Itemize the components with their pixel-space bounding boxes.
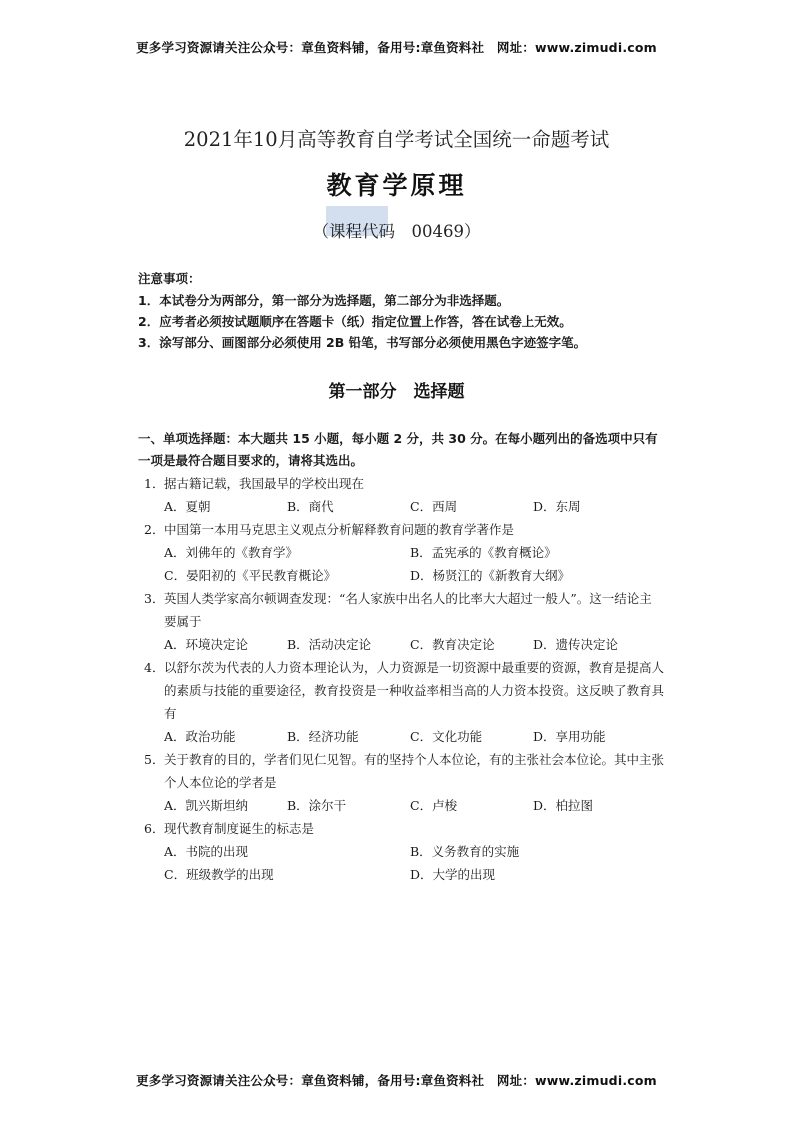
part-title: 第一部分 选择题	[328, 382, 465, 402]
notice-item: 2．应考者必须按试题顺序在答题卡（纸）指定位置上作答，答在试卷上无效。	[138, 314, 572, 329]
header-banner: 更多学习资源请关注公众号：章鱼资料铺，备用号:章鱼资料社 网址：www.zimudi.com	[136, 40, 657, 55]
notice-block	[138, 268, 698, 353]
question-stem: 关于教育的目的，学者们见仁见智。有的坚持个人本位论，有的主张社会本位论。其中主张个人本位论的学者是	[164, 752, 665, 790]
option: A．环境决定论	[164, 637, 249, 652]
option: A．夏朝	[164, 499, 211, 514]
question-number: 1．	[144, 476, 165, 491]
exam-title: 2021年10月高等教育自学考试全国统一命题考试	[183, 128, 610, 151]
question-5	[144, 748, 664, 817]
option: A．凯兴斯坦纳	[164, 798, 249, 813]
option: C．晏阳初的《平民教育概论》	[164, 568, 337, 583]
option: D．大学的出现	[410, 867, 496, 882]
question-3	[144, 587, 664, 656]
option: A．刘佛年的《教育学》	[164, 545, 299, 560]
option: C．西周	[410, 499, 458, 514]
question-stem: 据古籍记载，我国最早的学校出现在	[164, 476, 365, 491]
question-stem: 现代教育制度诞生的标志是	[164, 821, 315, 836]
question-list	[144, 472, 664, 886]
question-number: 6．	[144, 821, 165, 836]
option: A．政治功能	[164, 729, 236, 744]
course-code: （课程代码 00469）	[312, 222, 481, 241]
option: B．商代	[287, 499, 334, 514]
option: B．涂尔干	[287, 798, 347, 813]
notice-heading: 注意事项：	[138, 271, 201, 286]
question-number: 2．	[144, 522, 165, 537]
option: D．东周	[533, 499, 581, 514]
question-number: 4．	[144, 660, 165, 675]
notice-item: 1．本试卷分为两部分，第一部分为选择题，第二部分为非选择题。	[138, 293, 510, 308]
option: A．书院的出现	[164, 844, 249, 859]
option: B．义务教育的实施	[410, 844, 520, 859]
option: C．教育决定论	[410, 637, 495, 652]
question-number: 5．	[144, 752, 165, 767]
option: C．卢梭	[410, 798, 458, 813]
option: B．孟宪承的《教育概论》	[410, 545, 557, 560]
notice-item: 3．涂写部分、画图部分必须使用 2B 铅笔，书写部分必须使用黑色字迹签字笔。	[138, 335, 587, 350]
question-number: 3．	[144, 591, 165, 606]
option: D．杨贤江的《新教育大纲》	[410, 568, 571, 583]
question-1	[144, 472, 664, 518]
section-label: 一、	[138, 431, 164, 446]
option: C．班级教学的出现	[164, 867, 274, 882]
question-6	[144, 817, 664, 886]
question-stem: 中国第一本用马克思主义观点分析解释教育问题的教育学著作是	[164, 522, 515, 537]
question-stem: 英国人类学家高尔顿调查发现：“名人家族中出名人的比率大大超过一般人”。这一结论主要属于	[164, 591, 652, 629]
subject-title: 教育学原理	[326, 171, 467, 200]
question-stem: 以舒尔茨为代表的人力资本理论认为，人力资源是一切资源中最重要的资源，教育是提高人的素质与技能的重要途径，教育投资是一种收益率相当高的人力资本投资。这反映了教育具有	[164, 660, 665, 721]
question-4	[144, 656, 664, 748]
option: D．享用功能	[533, 729, 606, 744]
section-instructions	[138, 428, 668, 472]
option: D．柏拉图	[533, 798, 594, 813]
option: B．活动决定论	[287, 637, 372, 652]
option: C．文化功能	[410, 729, 483, 744]
option: B．经济功能	[287, 729, 359, 744]
section-text: 单项选择题：本大题共 15 小题，每小题 2 分，共 30 分。在每小题列出的备选项中只有一项是最符合题目要求的，请将其选出。	[138, 431, 658, 468]
footer-banner: 更多学习资源请关注公众号：章鱼资料铺，备用号:章鱼资料社 网址：www.zimudi.com	[136, 1073, 657, 1088]
question-2	[144, 518, 664, 587]
option: D．遗传决定论	[533, 637, 619, 652]
